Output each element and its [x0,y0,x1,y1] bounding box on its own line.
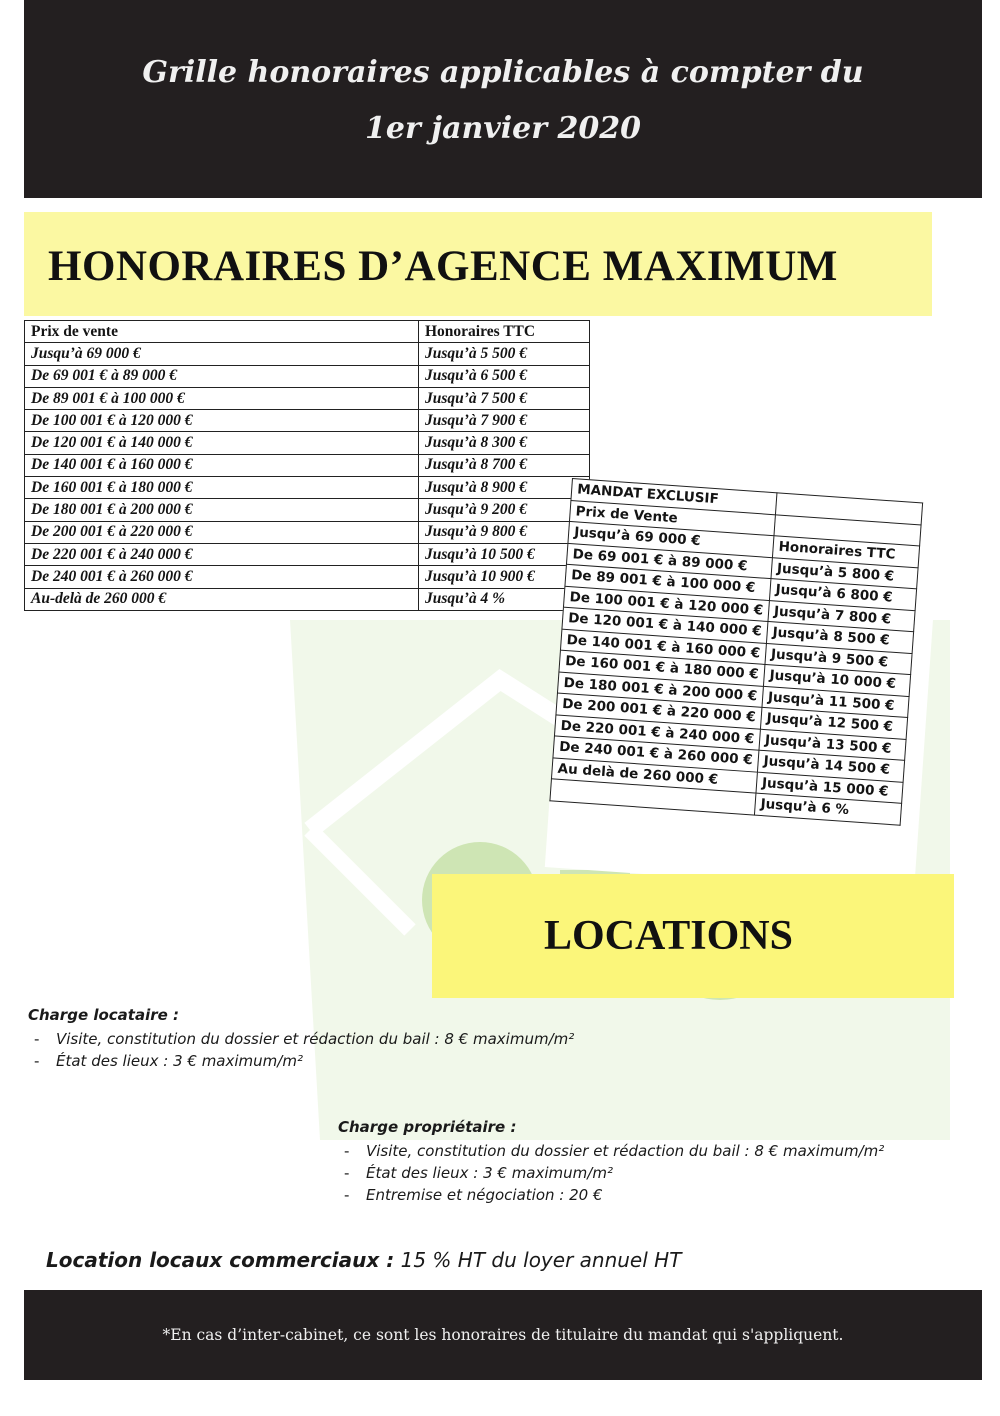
col-header-price: Prix de vente [25,321,419,343]
price-cell: Au-delà de 260 000 € [25,588,419,610]
list-item: - État des lieux : 3 € maximum/m² [28,1050,628,1072]
price-cell: De 69 001 € à 89 000 € [25,365,419,387]
table-row [25,543,590,565]
mandat-title: MANDAT EXCLUSIF [571,479,777,515]
fee-cell: Jusqu’à 7 800 € [768,600,915,632]
price-cell: De 100 001 € à 120 000 € [25,410,419,432]
price-cell: De 220 001 € à 240 000 € [554,714,760,750]
list-item: - Entremise et négociation : 20 € [338,1184,970,1206]
table-row [25,387,590,409]
table-header-row [25,321,590,343]
price-cell: De 120 001 € à 140 000 € [25,432,419,454]
table-row [25,477,590,499]
price-cell: De 160 001 € à 180 000 € [25,477,419,499]
commercial-label: Location locaux commerciaux : [46,1248,395,1272]
charge-locataire [28,1004,628,1072]
price-cell: De 100 001 € à 120 000 € [563,586,769,622]
table-row [25,454,590,476]
table-row [25,365,590,387]
fee-cell: Jusqu’à 12 500 € [760,707,907,739]
header-line-2: 1er janvier 2020 [365,111,641,146]
price-cell: Au delà de 260 000 € [551,757,757,793]
table-row [25,410,590,432]
price-cell: De 89 001 € à 100 000 € [565,564,771,600]
price-cell: De 140 001 € à 160 000 € [560,629,766,665]
honoraires-title: HONORAIRES D’AGENCE MAXIMUM [48,243,838,290]
fee-cell: Jusqu’à 7 500 € [419,387,590,409]
table-row [25,343,590,365]
price-cell: De 220 001 € à 240 000 € [25,543,419,565]
col-header-fee: Honoraires TTC [772,536,919,568]
list-item: - Visite, constitution du dossier et rédaction du bail : 8 € maximum/m² [28,1028,628,1050]
charge-proprietaire-list [338,1140,970,1206]
fee-cell: Jusqu’à 15 000 € [756,772,903,804]
fee-cell: Jusqu’à 8 700 € [419,454,590,476]
table-row [25,566,590,588]
commercial-rental-line [46,1248,681,1272]
table-row [25,588,590,610]
price-cell: De 180 001 € à 200 000 € [557,672,763,708]
commercial-value: 15 % HT du loyer annuel HT [394,1248,682,1272]
table-row [25,521,590,543]
price-cell: De 160 001 € à 180 000 € [559,650,765,686]
mandat-exclusif-card [545,478,941,893]
fee-cell: Jusqu’à 6 800 € [769,579,916,611]
col-header-fee: Honoraires TTC [419,321,590,343]
header-line-1: Grille honoraires applicables à compter du [142,55,864,90]
price-cell: Jusqu’à 69 000 € [568,521,774,557]
fee-cell: Jusqu’à 9 200 € [419,499,590,521]
price-cell: De 120 001 € à 140 000 € [562,607,768,643]
charge-proprietaire [338,1116,970,1206]
price-cell: De 240 001 € à 260 000 € [25,566,419,588]
charge-locataire-list [28,1028,628,1072]
fee-cell: Jusqu’à 10 500 € [419,543,590,565]
fee-cell: Jusqu’à 10 900 € [419,566,590,588]
fee-cell: Jusqu’à 10 000 € [763,664,910,696]
list-item: - Visite, constitution du dossier et rédaction du bail : 8 € maximum/m² [338,1140,970,1162]
price-cell: De 180 001 € à 200 000 € [25,499,419,521]
charge-proprietaire-heading: Charge propriétaire : [338,1118,517,1136]
price-cell: De 69 001 € à 89 000 € [566,543,772,579]
fee-cell: Jusqu’à 14 500 € [757,750,904,782]
price-cell: Jusqu’à 69 000 € [25,343,419,365]
fee-cell: Jusqu’à 8 300 € [419,432,590,454]
fee-cell: Jusqu’à 9 800 € [419,521,590,543]
list-item: - État des lieux : 3 € maximum/m² [338,1162,970,1184]
fee-cell: Jusqu’à 8 900 € [419,477,590,499]
table-row [25,499,590,521]
table-row [25,432,590,454]
price-cell: De 89 001 € à 100 000 € [25,387,419,409]
locations-title: LOCATIONS [544,913,793,959]
col-header-price: Prix de Vente [569,500,775,536]
fee-cell: Jusqu’à 5 500 € [419,343,590,365]
price-cell: De 240 001 € à 260 000 € [553,736,759,772]
fee-cell: Jusqu’à 4 % [419,588,590,610]
fee-cell: Jusqu’à 11 500 € [762,686,909,718]
fee-cell: Jusqu’à 8 500 € [766,622,913,654]
footer-banner [24,1290,982,1380]
honoraires-table [24,320,590,611]
charge-locataire-heading: Charge locataire : [28,1006,180,1024]
fee-cell: Jusqu’à 6 % [754,793,901,825]
fee-cell: Jusqu’à 6 500 € [419,365,590,387]
footer-note: *En cas d’inter-cabinet, ce sont les honoraires de titulaire du mandat qui s'appliquent. [162,1326,844,1344]
mandat-exclusif-table [549,478,923,825]
fee-cell: Jusqu’à 13 500 € [759,729,906,761]
fee-cell: Jusqu’à 7 900 € [419,410,590,432]
fee-cell: Jusqu’à 5 800 € [771,557,918,589]
header-banner [24,0,982,198]
price-cell: De 140 001 € à 160 000 € [25,454,419,476]
price-cell: De 200 001 € à 220 000 € [556,693,762,729]
price-cell: De 200 001 € à 220 000 € [25,521,419,543]
fee-cell: Jusqu’à 9 500 € [765,643,912,675]
